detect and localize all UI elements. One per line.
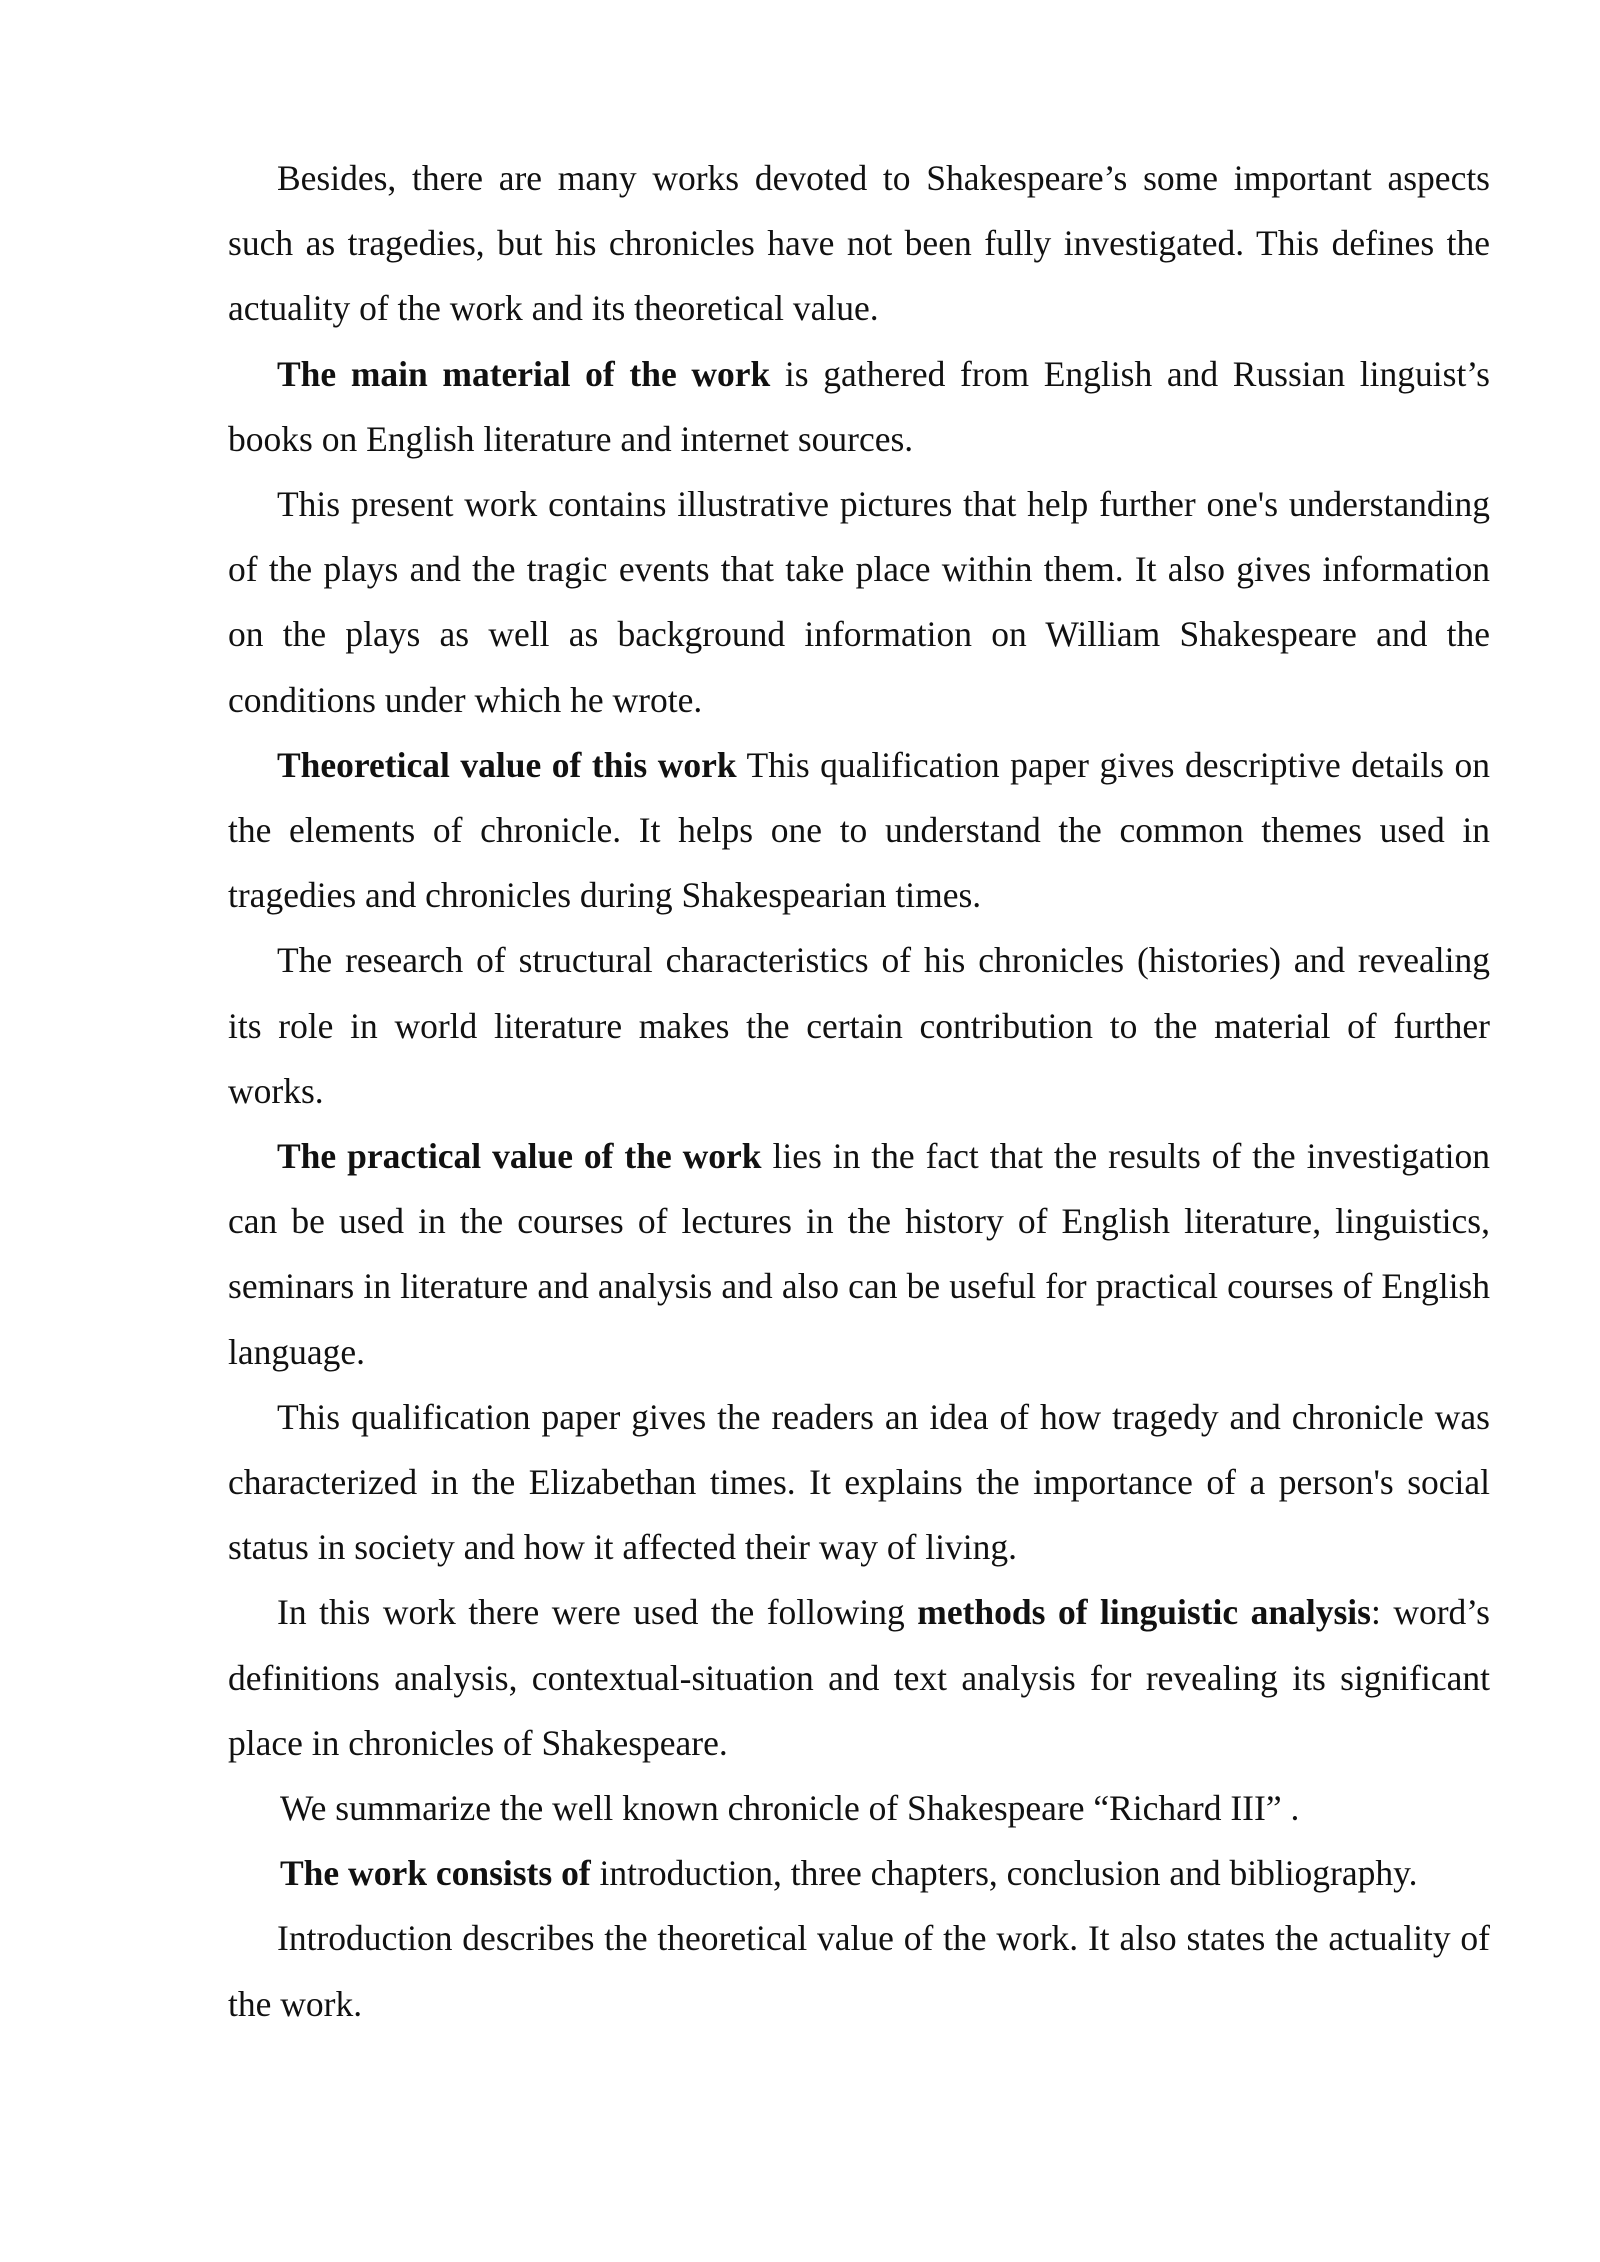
paragraph-heading: Theoretical value of this work [277,744,737,785]
document-page [228,146,1490,2037]
paragraph-text: This qualification paper gives the readers an idea of how tragedy and chronicle was characterized in the Elizabethan times. It explains the importance of a person's social status in society and how it affected their way of living. [228,1396,1490,1568]
paragraph-elizabethan-times [228,1385,1490,1581]
paragraph-summary [228,1776,1490,1841]
paragraph-text: Besides, there are many works devoted to Shakespeare’s some important aspects such as tragedies, but his chronicles have not been fully investigated. This defines the actuality of the work and its theoretical value. [228,158,1490,329]
paragraph-text: lies in the fact that the results of the investigation can be used in the courses of lectures in the history of English literature, linguistics, seminars in literature and analysis and also can be useful for practical courses of English language. [228,1136,1490,1372]
paragraph-theoretical-value [228,733,1490,929]
paragraph-text: Introduction describes the theoretical value of the work. It also states the actuality of the work. [228,1918,1490,2024]
paragraph-heading: The practical value of the work [277,1136,762,1177]
paragraph-text-lead: In this work there were used the following [277,1592,918,1633]
paragraph-methods [228,1580,1490,1776]
paragraph-heading: The work consists of [280,1853,591,1894]
paragraph-structure [228,1841,1490,1906]
paragraph-text: : word’s definitions analysis, contextual-situation and text analysis for revealing its significant place in chronicles of Shakespeare. [228,1592,1490,1763]
paragraph-text: introduction, three chapters, conclusion and bibliography. [590,1853,1418,1894]
paragraph-text: This present work contains illustrative pictures that help further one's understanding of the plays and the tragic events that take place within them. It also gives information on the plays as well as background information on William Shakespeare and the conditions under which he wrote. [228,484,1490,720]
paragraph-structural-research [228,928,1490,1124]
paragraph-introduction [228,1906,1490,2036]
paragraph-main-material [228,342,1490,472]
paragraph-text: This qualification paper gives descriptive details on the elements of chronicle. It helps one to understand the common themes used in tragedies and chronicles during Shakespearian times. [228,744,1490,916]
paragraph-text: is gathered from English and Russian linguist’s books on English literature and internet sources. [228,353,1490,459]
paragraph-heading: methods of linguistic analysis [917,1592,1371,1633]
paragraph-text: The research of structural characteristics of his chronicles (histories) and revealing its role in world literature makes the certain contribution to the material of further works. [228,940,1490,1111]
paragraph-text: We summarize the well known chronicle of Shakespeare “Richard III” . [280,1788,1300,1829]
paragraph-actuality [228,146,1490,342]
paragraph-practical-value [228,1124,1490,1385]
paragraph-heading: The main material of the work [277,353,771,394]
paragraph-illustrative-pictures [228,472,1490,733]
